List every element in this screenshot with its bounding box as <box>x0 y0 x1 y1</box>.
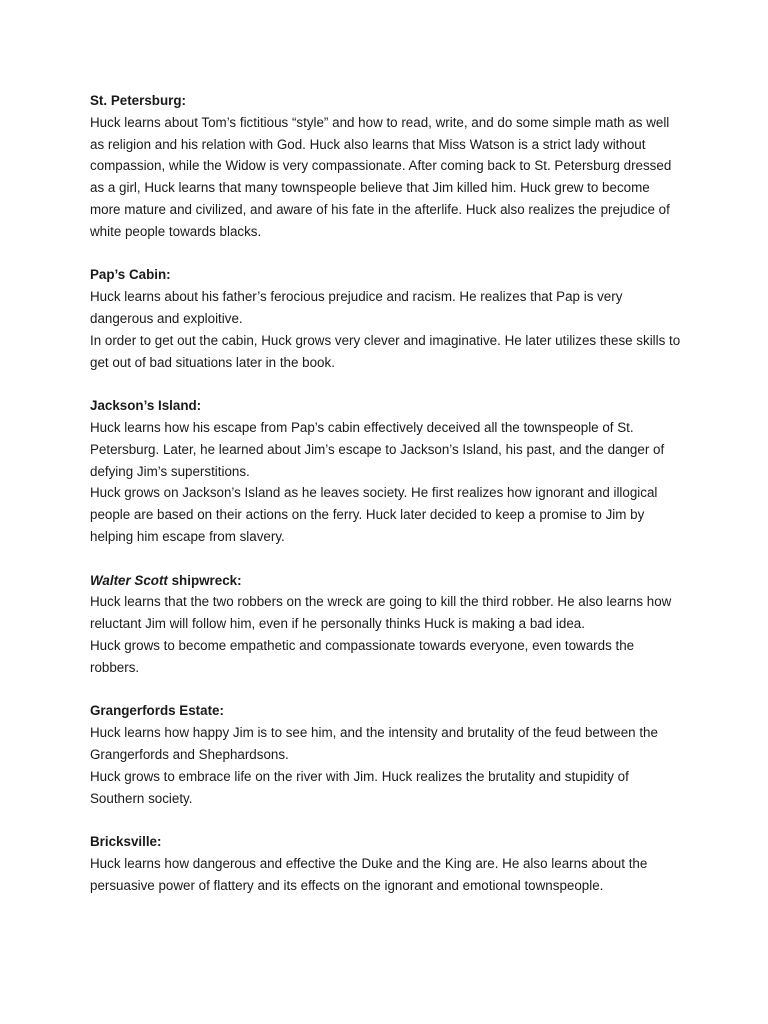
section-paragraph: Huck learns how his escape from Pap’s cabin effectively deceived all the townspeople of St. Petersburg. Later, he learned about Jim’s escape to Jackson’s Island, his past, and the danger of defying Jim’s superstitions. <box>90 419 665 479</box>
section-heading: Jackson’s Island: <box>90 398 202 414</box>
section-heading-italic: Walter Scott <box>90 572 168 588</box>
section-walter-scott-shipwreck <box>90 570 682 679</box>
section-paragraph: Huck learns about Tom’s fictitious “style” and how to read, write, and do some simple math as well as religion and his relation with God. Huck also learns that Miss Watson is a strict lady without compassion, while the Widow is very compassionate. After coming back to St. Petersburg dressed as a girl, Huck learns that many townspeople believe that Jim killed him. Huck grew to become more mature and civilized, and aware of his fate in the afterlife. Huck also realizes the prejudice of white people towards blacks. <box>90 114 672 239</box>
section-st-petersburg <box>90 90 682 243</box>
section-paps-cabin <box>90 264 682 373</box>
section-heading: Pap’s Cabin: <box>90 267 171 283</box>
section-paragraph: Huck learns that the two robbers on the wreck are going to kill the third robber. He also learns how reluctant Jim will follow him, even if he personally thinks Huck is making a bad idea. <box>90 594 672 632</box>
document-page <box>90 90 682 918</box>
section-paragraph: Huck learns how dangerous and effective the Duke and the King are. He also learns about the persuasive power of flattery and its effects on the ignorant and emotional townspeople. <box>90 855 648 893</box>
section-paragraph: In order to get out the cabin, Huck grows very clever and imaginative. He later utilizes these skills to get out of bad situations later in the book. <box>90 332 681 370</box>
section-paragraph: Huck grows to embrace life on the river with Jim. Huck realizes the brutality and stupidity of Southern society. <box>90 768 629 806</box>
section-jacksons-island <box>90 395 682 548</box>
section-bricksville <box>90 831 682 896</box>
section-heading: Walter Scott shipwreck: <box>90 572 242 588</box>
section-heading: Grangerfords Estate: <box>90 703 224 719</box>
section-paragraph: Huck learns how happy Jim is to see him, and the intensity and brutality of the feud between the Grangerfords and Shephardsons. <box>90 725 658 762</box>
section-grangerfords-estate <box>90 700 682 809</box>
section-paragraph: Huck grows on Jackson’s Island as he leaves society. He first realizes how ignorant and illogical people are based on their actions on the ferry. Huck later decided to keep a promise to Jim by helping him escape from slavery. <box>90 485 658 544</box>
section-heading: St. Petersburg: <box>90 93 186 108</box>
section-paragraph: Huck grows to become empathetic and compassionate towards everyone, even towards the robbers. <box>90 637 635 675</box>
section-paragraph: Huck learns about his father’s ferocious prejudice and racism. He realizes that Pap is very dangerous and exploitive. <box>90 289 623 326</box>
section-heading: Bricksville: <box>90 834 162 850</box>
